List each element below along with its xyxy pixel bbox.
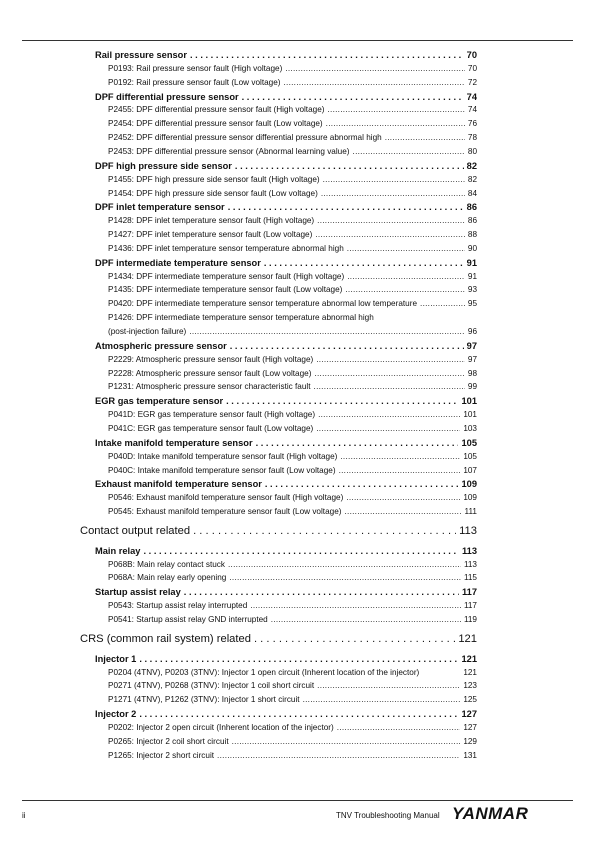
toc-entry-page: 86 bbox=[466, 202, 477, 213]
toc-entry-label: P0545: Exhaust manifold temperature sensor fault (Low voltage) bbox=[108, 507, 342, 517]
toc-entry-page: 131 bbox=[463, 750, 477, 760]
toc-entry-page: 121 bbox=[461, 653, 477, 664]
toc-entry[interactable] bbox=[108, 723, 477, 732]
toc-entry[interactable] bbox=[108, 410, 477, 419]
toc-entry-page: 115 bbox=[463, 573, 477, 583]
toc-entry-page: 86 bbox=[467, 216, 477, 226]
toc-entry-label: P040D: Intake manifold temperature sensor fault (High voltage) bbox=[108, 451, 338, 461]
dot-leader bbox=[314, 369, 464, 378]
toc-entry-label: P041C: EGR gas temperature sensor fault (Low voltage) bbox=[108, 423, 314, 433]
dot-leader bbox=[139, 654, 458, 664]
dot-leader bbox=[254, 633, 455, 645]
toc-entry-page: 123 bbox=[463, 681, 477, 691]
toc-entry-page: 119 bbox=[463, 615, 477, 624]
toc-entry-label: P1454: DPF high pressure side sensor fault (Low voltage) bbox=[108, 188, 318, 198]
toc-entry-page: 129 bbox=[463, 736, 477, 746]
toc-entry[interactable] bbox=[108, 466, 477, 475]
toc-entry[interactable] bbox=[108, 299, 477, 308]
dot-leader bbox=[143, 546, 459, 556]
toc-heading[interactable] bbox=[95, 258, 477, 268]
toc-entry-label: Startup assist relay bbox=[95, 587, 181, 598]
toc-entry-label: Atmospheric pressure sensor bbox=[95, 340, 227, 351]
page-number: ii bbox=[22, 811, 26, 820]
dot-leader bbox=[184, 587, 459, 597]
toc-entry[interactable] bbox=[108, 493, 477, 502]
toc-entry[interactable] bbox=[108, 695, 477, 704]
dot-leader bbox=[337, 723, 461, 732]
toc-entry[interactable] bbox=[108, 175, 477, 184]
dot-leader bbox=[385, 133, 465, 142]
toc-heading[interactable] bbox=[95, 438, 477, 448]
dot-leader bbox=[339, 466, 461, 475]
toc-entry-label: DPF high pressure side sensor bbox=[95, 160, 232, 171]
dot-leader bbox=[242, 92, 464, 102]
toc-heading[interactable] bbox=[95, 50, 477, 60]
toc-entry-label: P2454: DPF differential pressure sensor fault (Low voltage) bbox=[108, 119, 323, 129]
toc-entry[interactable] bbox=[108, 355, 477, 364]
toc-entry-page: 113 bbox=[462, 545, 477, 556]
toc-entry-label: P1455: DPF high pressure side sensor fault (High voltage) bbox=[108, 174, 320, 184]
dot-leader bbox=[327, 105, 464, 114]
toc-entry-page: 105 bbox=[461, 437, 477, 448]
dot-leader bbox=[316, 355, 465, 364]
dot-leader bbox=[193, 525, 456, 537]
toc-entry-label: P1426: DPF intermediate temperature sensor temperature abnormal high bbox=[108, 313, 374, 323]
toc-entry-page: 91 bbox=[466, 257, 477, 268]
toc-entry-label: EGR gas temperature sensor bbox=[95, 396, 224, 407]
toc-entry-label: P1231: Atmospheric pressure sensor characteristic fault bbox=[108, 382, 311, 392]
toc-entry-label: P0546: Exhaust manifold temperature sensor fault (High voltage) bbox=[108, 493, 344, 503]
dot-leader bbox=[347, 244, 465, 253]
toc-entry[interactable] bbox=[108, 105, 477, 114]
toc-entry[interactable] bbox=[108, 560, 477, 569]
toc-section[interactable] bbox=[80, 525, 477, 537]
toc-heading[interactable] bbox=[95, 202, 477, 212]
dot-leader bbox=[285, 64, 465, 73]
dot-leader bbox=[323, 175, 465, 184]
dot-leader bbox=[232, 737, 461, 746]
toc-entry-label: P2453: DPF differential pressure sensor (Abnormal learning value) bbox=[108, 146, 350, 156]
toc-entry-label: (post-injection failure) bbox=[108, 327, 187, 336]
toc-entry-label: P0541: Startup assist relay GND interrupted bbox=[108, 615, 268, 624]
toc-entry-page: 111 bbox=[464, 507, 477, 517]
dot-leader bbox=[317, 216, 465, 225]
toc-entry-page: 96 bbox=[467, 327, 477, 336]
dot-leader bbox=[420, 299, 465, 308]
manual-title: TNV Troubleshooting Manual bbox=[336, 811, 440, 820]
toc-entry-label: P041D: EGR gas temperature sensor fault (High voltage) bbox=[108, 410, 316, 420]
dot-leader bbox=[347, 272, 465, 281]
toc-entry[interactable] bbox=[108, 327, 477, 336]
toc-entry-label: P2228: Atmospheric pressure sensor fault (Low voltage) bbox=[108, 368, 312, 378]
toc-entry-page: 93 bbox=[467, 285, 477, 295]
dot-leader bbox=[229, 573, 461, 582]
toc-entry-page: 101 bbox=[461, 396, 477, 407]
toc-entry-page: 98 bbox=[467, 368, 477, 378]
toc-entry-label: P068A: Main relay early opening bbox=[108, 573, 227, 583]
toc-entry-page: 90 bbox=[467, 243, 477, 253]
toc-entry-page: 113 bbox=[459, 524, 477, 537]
toc-entry-label: P0265: Injector 2 coil short circuit bbox=[108, 736, 229, 746]
toc-entry-label: P2455: DPF differential pressure sensor fault (High voltage) bbox=[108, 105, 325, 115]
toc-entry-label: P1265: Injector 2 short circuit bbox=[108, 750, 215, 760]
toc-entry[interactable] bbox=[108, 189, 477, 198]
toc-entry[interactable] bbox=[108, 668, 477, 677]
toc-heading[interactable] bbox=[95, 341, 477, 351]
toc-entry-page: 121 bbox=[463, 667, 477, 677]
toc-entry-label: Rail pressure sensor bbox=[95, 50, 187, 60]
toc-entry-page: 103 bbox=[463, 423, 477, 433]
toc-entry-label: P1435: DPF intermediate temperature sensor fault (Low voltage) bbox=[108, 285, 343, 295]
toc-entry-label: Intake manifold temperature sensor bbox=[95, 437, 253, 448]
toc-heading[interactable] bbox=[95, 709, 477, 719]
toc-entry-page: 82 bbox=[467, 174, 477, 184]
dot-leader bbox=[250, 601, 461, 610]
toc-heading[interactable] bbox=[95, 92, 477, 102]
toc-entry-page: 70 bbox=[466, 50, 477, 60]
toc-entry-page: 127 bbox=[463, 722, 477, 732]
dot-leader bbox=[353, 147, 465, 156]
top-rule bbox=[22, 40, 573, 41]
toc-entry-label: DPF differential pressure sensor bbox=[95, 91, 239, 102]
toc-entry-label: P1434: DPF intermediate temperature sensor fault (High voltage) bbox=[108, 271, 345, 281]
toc-entry-label: P0271 (4TNV), P0268 (3TNV): Injector 1 coil short circuit bbox=[108, 681, 315, 691]
toc-entry-label: P0193: Rail pressure sensor fault (High voltage) bbox=[108, 63, 283, 73]
toc-entry[interactable] bbox=[108, 382, 477, 391]
toc-entry-label: DPF intermediate temperature sensor bbox=[95, 257, 261, 268]
toc-entry-label: Injector 1 bbox=[95, 653, 137, 664]
toc-entry[interactable] bbox=[108, 285, 477, 294]
toc-entry-page: 74 bbox=[466, 91, 477, 102]
footer-rule bbox=[22, 800, 573, 801]
dot-leader bbox=[228, 202, 464, 212]
dot-leader bbox=[217, 751, 460, 760]
toc-entry-page: 121 bbox=[458, 632, 477, 645]
toc-entry[interactable] bbox=[108, 313, 477, 322]
toc-entry-label: P0204 (4TNV), P0203 (3TNV): Injector 1 open circuit (Inherent location of the injector) bbox=[108, 667, 420, 677]
toc-entry-page: 84 bbox=[467, 188, 477, 198]
toc-entry[interactable] bbox=[108, 452, 477, 461]
dot-leader bbox=[318, 410, 460, 419]
toc-entry-label: P1436: DPF inlet temperature sensor temperature abnormal high bbox=[108, 243, 344, 253]
dot-leader bbox=[315, 230, 465, 239]
dot-leader bbox=[316, 424, 460, 433]
toc-entry[interactable] bbox=[108, 737, 477, 746]
toc-entry-page: 97 bbox=[466, 340, 477, 351]
dot-leader bbox=[139, 709, 458, 719]
toc-entry[interactable] bbox=[108, 230, 477, 239]
toc-entry-page: 78 bbox=[467, 133, 477, 143]
dot-leader bbox=[264, 258, 464, 268]
yanmar-logo: YANMAR bbox=[452, 804, 529, 823]
toc-entry-label: P068B: Main relay contact stuck bbox=[108, 559, 225, 569]
toc-heading[interactable] bbox=[95, 161, 477, 171]
toc-entry[interactable] bbox=[108, 601, 477, 610]
dot-leader bbox=[283, 78, 464, 87]
toc-entry[interactable] bbox=[108, 615, 477, 624]
toc-entry-label: Main relay bbox=[95, 545, 141, 556]
toc-entry-page: 117 bbox=[463, 601, 477, 611]
toc-entry-page: 88 bbox=[467, 230, 477, 240]
dot-leader bbox=[226, 396, 458, 406]
toc-entry-page: 82 bbox=[466, 160, 477, 171]
dot-leader bbox=[271, 615, 461, 624]
toc-entry[interactable] bbox=[108, 424, 477, 433]
dot-leader bbox=[235, 161, 464, 171]
toc-entry-label: P0420: DPF intermediate temperature sensor temperature abnormal low temperature bbox=[108, 299, 418, 309]
dot-leader bbox=[326, 119, 465, 128]
toc-entry-page: 70 bbox=[467, 63, 477, 73]
toc-entry-page: 101 bbox=[463, 410, 477, 420]
toc-entry[interactable] bbox=[108, 369, 477, 378]
toc-entry-label: Exhaust manifold temperature sensor bbox=[95, 479, 262, 490]
toc-entry-page: 105 bbox=[463, 451, 477, 461]
toc-entry[interactable] bbox=[108, 78, 477, 87]
dot-leader bbox=[314, 382, 465, 391]
toc-entry-page: 109 bbox=[461, 479, 477, 490]
toc-entry-label: Contact output related bbox=[80, 524, 191, 537]
toc-heading[interactable] bbox=[95, 479, 477, 489]
toc-entry-page: 91 bbox=[467, 271, 477, 281]
toc-entry[interactable] bbox=[108, 681, 477, 690]
toc-entry-page: 117 bbox=[462, 587, 477, 598]
toc-entry-label: P1427: DPF inlet temperature sensor fault (Low voltage) bbox=[108, 230, 313, 240]
toc-entry-page: 76 bbox=[467, 119, 477, 129]
toc-heading[interactable] bbox=[95, 654, 477, 664]
toc-entry-label: P0202: Injector 2 open circuit (Inherent location of the injector) bbox=[108, 722, 334, 732]
toc-entry-label: P0192: Rail pressure sensor fault (Low voltage) bbox=[108, 77, 281, 87]
toc-entry[interactable] bbox=[108, 573, 477, 582]
toc-entry-label: P1271 (4TNV), P1262 (3TNV): Injector 1 short circuit bbox=[108, 695, 300, 705]
toc-entry-label: P040C: Intake manifold temperature sensor fault (Low voltage) bbox=[108, 465, 336, 475]
dot-leader bbox=[228, 560, 461, 569]
toc-entry[interactable] bbox=[108, 751, 477, 760]
toc-entry-page: 125 bbox=[463, 695, 477, 705]
toc-entry-page: 127 bbox=[461, 709, 477, 720]
dot-leader bbox=[317, 681, 460, 690]
dot-leader bbox=[345, 285, 465, 294]
toc-entry[interactable] bbox=[108, 119, 477, 128]
toc-entry-page: 107 bbox=[463, 465, 477, 475]
toc-entry-page: 74 bbox=[467, 105, 477, 115]
dot-leader bbox=[265, 479, 459, 489]
toc-entry-page: 95 bbox=[467, 299, 477, 309]
toc-entry[interactable] bbox=[108, 133, 477, 142]
dot-leader bbox=[321, 189, 465, 198]
toc-entry-page: 113 bbox=[463, 559, 477, 569]
toc-entry-page: 72 bbox=[467, 77, 477, 87]
toc-entry-page: 99 bbox=[467, 382, 477, 392]
toc-entry-label: P2229: Atmospheric pressure sensor fault (High voltage) bbox=[108, 354, 314, 364]
toc-entry-page: 109 bbox=[463, 493, 477, 503]
dot-leader bbox=[189, 327, 465, 336]
toc-entry-label: CRS (common rail system) related bbox=[80, 632, 251, 645]
toc-entry-label: P0543: Startup assist relay interrupted bbox=[108, 601, 248, 611]
dot-leader bbox=[256, 438, 459, 448]
toc-entry[interactable] bbox=[108, 216, 477, 225]
toc-heading[interactable] bbox=[95, 546, 477, 556]
toc-entry[interactable] bbox=[108, 272, 477, 281]
toc-heading[interactable] bbox=[95, 587, 477, 597]
toc-entry[interactable] bbox=[108, 64, 477, 73]
toc-heading[interactable] bbox=[95, 396, 477, 406]
toc-entry[interactable] bbox=[108, 507, 477, 516]
dot-leader bbox=[190, 50, 464, 60]
dot-leader bbox=[230, 341, 464, 351]
toc-entry-page: 97 bbox=[467, 354, 477, 364]
toc-entry[interactable] bbox=[108, 147, 477, 156]
dot-leader bbox=[340, 452, 460, 461]
toc-entry-label: P1428: DPF inlet temperature sensor fault (High voltage) bbox=[108, 216, 315, 226]
toc-entry[interactable] bbox=[108, 244, 477, 253]
dot-leader bbox=[303, 695, 461, 704]
toc-entry-label: DPF inlet temperature sensor bbox=[95, 202, 225, 213]
toc-entry-page: 80 bbox=[467, 146, 477, 156]
toc-section[interactable] bbox=[80, 633, 477, 645]
dot-leader bbox=[346, 493, 460, 502]
dot-leader bbox=[344, 507, 461, 516]
toc-entry-label: Injector 2 bbox=[95, 709, 137, 720]
toc-entry-label: P2452: DPF differential pressure sensor differential pressure abnormal high bbox=[108, 133, 382, 143]
